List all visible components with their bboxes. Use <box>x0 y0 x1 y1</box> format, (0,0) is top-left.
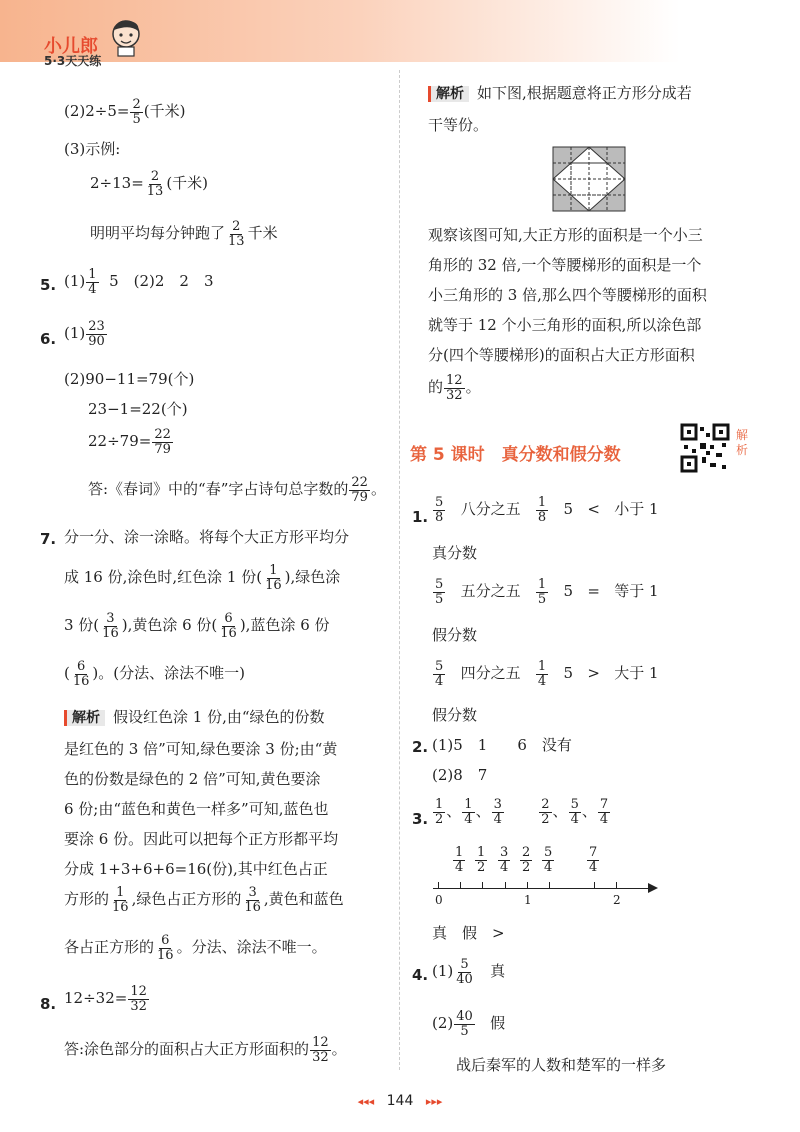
q7-analysis-3: 色的份数是绿色的 2 倍”可知,黄色要涂 <box>64 770 321 788</box>
q7-line-4: ( $\frac{6}{16}$ )。(分法、涂法不唯一) <box>64 659 245 689</box>
r-q1-number: 1. <box>412 508 429 526</box>
q7-analysis-5: 要涂 6 份。因此可以把每个正方形都平均 <box>64 830 339 848</box>
mascot-icon <box>108 18 144 58</box>
r-q3-fractions: $\frac{1}{2}$ 、 $\frac{1}{4}$ 、 $\frac{3}{4}$ $\frac{2}{2}$ 、 $\frac{5}{4}$ 、 $\frac{7}{4}$ <box>435 797 609 827</box>
analysis-line-5: 小三角形的 3 倍,那么四个等腰梯形的面积 <box>428 286 707 304</box>
q5-answer: (1) $\frac{1}{4}$ 5 (2)2 2 3 <box>64 267 214 297</box>
logo-subtext: 5·3天天练 <box>44 54 102 68</box>
analysis-line-6: 就等于 12 个小三角形的面积,所以涂色部 <box>428 316 702 334</box>
r-q4-line-1: (1) $\frac{5}{40}$ 真 <box>432 957 506 987</box>
r-q4-line-2: (2) $\frac{40}{5}$ 假 <box>432 1009 506 1039</box>
number-line <box>430 846 660 910</box>
square-division-figure <box>552 146 626 212</box>
nl-label: 7 4 <box>589 845 598 875</box>
nl-tick-0: 0 <box>435 893 443 907</box>
r-q2-number: 2. <box>412 738 429 756</box>
prev-arrows-icon: ◂◂◂ <box>357 1095 375 1108</box>
analysis-line-3: 观察该图可知,大正方形的面积是一个小三 <box>428 226 703 244</box>
q6-conclusion: 答:《春词》中的“春”字占诗句总字数的 $\frac{22}{79}$ 。 <box>88 475 386 505</box>
q4-line-4: 2÷13= $\frac{2}{13}$ (千米) <box>90 169 209 199</box>
q7-analysis-8: 各占正方形的 $\frac{6}{16}$ 。分法、涂法不唯一。 <box>64 933 327 963</box>
analysis-tag-right: 解析 <box>428 86 469 102</box>
q8-conclusion: 答:涂色部分的面积占大正方形面积的 $\frac{12}{32}$ 。 <box>64 1035 347 1065</box>
page-number: 144 <box>386 1093 414 1109</box>
q4-line-3: (3)示例: <box>64 140 121 158</box>
q8-answer: 12÷32= $\frac{12}{32}$ <box>64 984 147 1014</box>
nl-tick-1: 1 <box>524 893 532 907</box>
analysis-line-7: 分(四个等腰梯形)的面积占大正方形面积 <box>428 346 695 364</box>
r-q3-answer: 真 假 > <box>432 924 505 942</box>
q6-answer-4: 22÷79= $\frac{22}{79}$ <box>88 427 171 457</box>
next-arrows-icon: ▸▸▸ <box>425 1095 443 1108</box>
page-footer <box>0 1093 800 1109</box>
r-q1-kind-2: 假分数 <box>432 626 478 644</box>
nl-label: 2 2 <box>522 845 531 875</box>
q7-analysis-1: 解析 假设红色涂 1 份,由“绿色的份数 <box>64 710 325 726</box>
r-q1-row-1: $\frac{5}{8}$ 八分之五 $\frac{1}{8}$ 5 < 小于 1 <box>435 495 659 525</box>
column-divider <box>399 70 400 1070</box>
nl-label: 1 2 <box>477 845 486 875</box>
qr-label: 解析 <box>736 428 749 457</box>
q6-answer-2: (2)90−11=79(个) <box>64 370 195 388</box>
r-q2-line-2: (2)8 7 <box>432 766 488 784</box>
r-q4-number: 4. <box>412 966 429 984</box>
q7-analysis-7: 方形的 $\frac{1}{16}$ ,绿色占正方形的 $\frac{3}{16}$ ,黄色和蓝色 <box>64 885 344 915</box>
qr-code-icon[interactable] <box>680 423 730 473</box>
q7-analysis-6: 分成 1+3+6+6=16(份),其中红色占正 <box>64 860 328 878</box>
q7-line-1: 分一分、涂一涂略。将每个大正方形平均分 <box>64 528 350 546</box>
analysis-line-1: 解析 如下图,根据题意将正方形分成若 <box>428 86 692 102</box>
nl-label: 5 4 <box>544 845 553 875</box>
q5-number: 5. <box>40 276 57 294</box>
r-q4-line-3: 战后秦军的人数和楚军的一样多 <box>456 1056 667 1074</box>
nl-label: 3 4 <box>500 845 509 875</box>
analysis-line-2: 干等份。 <box>428 116 489 134</box>
analysis-line-4: 角形的 32 倍,一个等腰梯形的面积是一个 <box>428 256 702 274</box>
q7-line-3: 3 份( $\frac{3}{16}$ ),黄色涂 6 份( $\frac{6}{16}$ ),蓝色涂 6 份 <box>64 611 330 641</box>
r-q1-row-3: $\frac{5}{4}$ 四分之五 $\frac{1}{4}$ 5 > 大于 1 <box>435 659 659 689</box>
r-q2-line-1: (1)5 1 6 没有 <box>432 736 572 754</box>
lesson-title: 第 5 课时 真分数和假分数 <box>410 445 621 465</box>
q7-number: 7. <box>40 530 57 548</box>
q7-analysis-2: 是红色的 3 倍”可知,绿色要涂 3 份;由“黄 <box>64 740 338 758</box>
q6-answer-3: 23−1=22(个) <box>88 400 188 418</box>
q6-answer-1: (1) $\frac{23}{90}$ <box>64 319 105 349</box>
analysis-line-8: 的 $\frac{12}{32}$ 。 <box>428 373 481 403</box>
r-q1-kind-3: 假分数 <box>432 706 478 724</box>
nl-tick-2: 2 <box>613 893 621 907</box>
q8-number: 8. <box>40 995 57 1013</box>
analysis-tag: 解析 <box>64 710 105 726</box>
r-q3-number: 3. <box>412 810 429 828</box>
r-q1-kind-1: 真分数 <box>432 544 478 562</box>
r-q1-row-2: $\frac{5}{5}$ 五分之五 $\frac{1}{5}$ 5 = 等于 1 <box>435 577 659 607</box>
q7-analysis-4: 6 份;由“蓝色和黄色一样多”可知,蓝色也 <box>64 800 329 818</box>
logo-text: 小儿郎 <box>44 36 98 57</box>
q4-line-2: (2)2÷5= $\frac{2}{5}$ (千米) <box>64 97 186 127</box>
q6-number: 6. <box>40 330 57 348</box>
q7-line-2: 成 16 份,涂色时,红色涂 1 份( $\frac{1}{16}$ ),绿色涂 <box>64 563 341 593</box>
nl-label: 1 4 <box>455 845 464 875</box>
q4-line-5: 明明平均每分钟跑了 $\frac{2}{13}$ 千米 <box>90 219 278 249</box>
